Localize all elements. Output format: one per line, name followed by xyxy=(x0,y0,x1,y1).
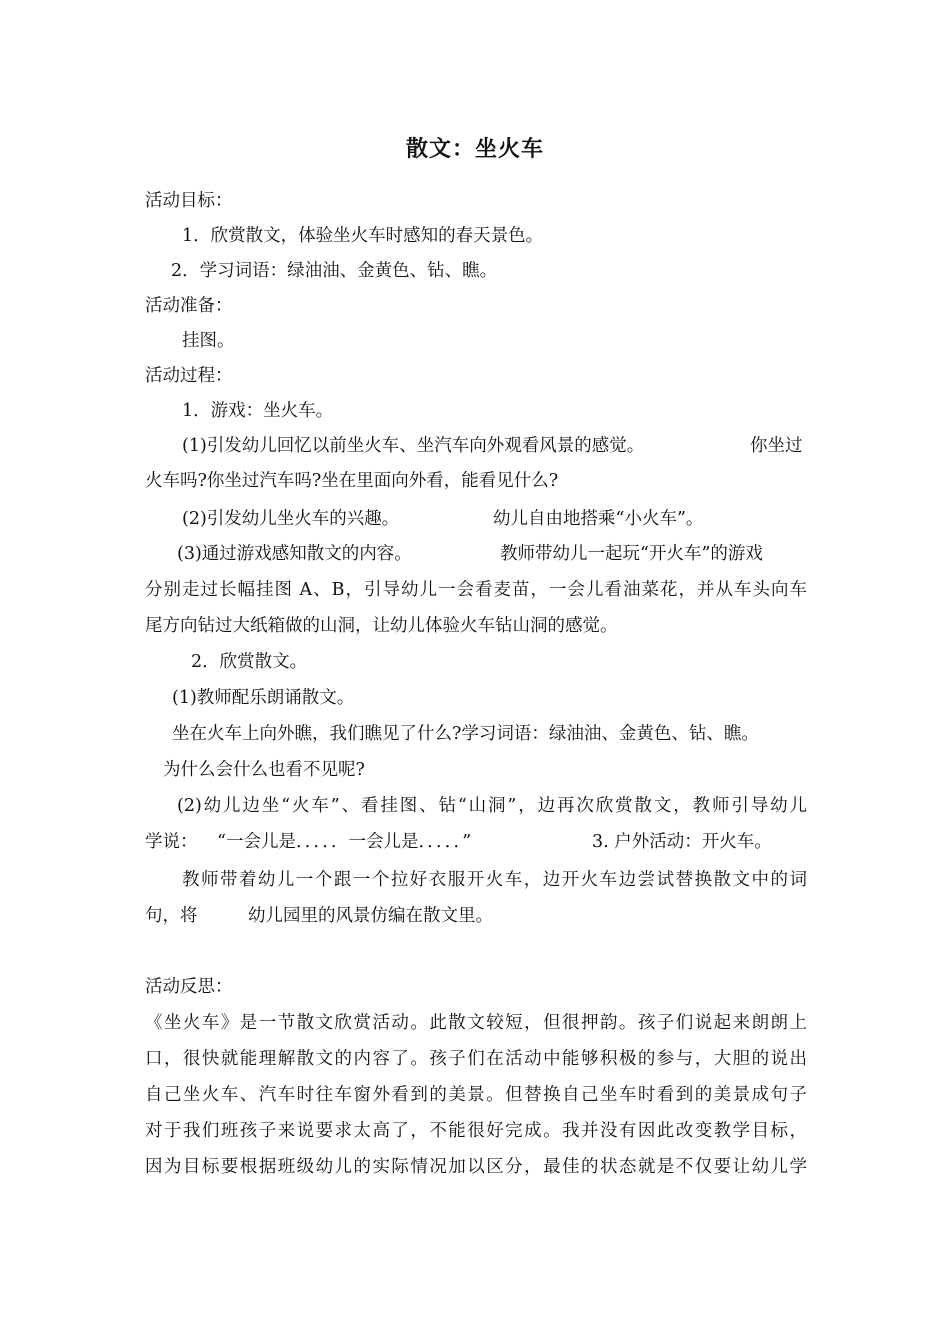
reflection-line-5: 因为目标要根据班级幼儿的实际情况加以区分，最佳的状态就是不仅要让幼儿学 xyxy=(145,1157,807,1177)
step-1-point-1-question: 你坐过 xyxy=(750,436,803,456)
preparation-item: 挂图。 xyxy=(182,331,235,351)
step-3-line-1: 教师带着幼儿一个跟一个拉好衣服开火车，边开火车边尝试替换散文中的词 xyxy=(182,870,807,890)
goal-item-2: 2．学习词语：绿油油、金黄色、钻、瞧。 xyxy=(171,261,498,281)
document-title: 散文：坐火车 xyxy=(405,137,544,162)
step-3-line-2-start: 句，将 xyxy=(145,906,198,926)
reflection-line-4: 对于我们班孩子来说要求太高了，不能很好完成。我并没有因此改变教学目标， xyxy=(145,1121,807,1141)
reflection-line-1: 《坐火车》是一节散文欣赏活动。此散文较短，但很押韵。孩子们说起来朗朗上 xyxy=(145,1013,807,1033)
step-1-point-1-question-cont: 火车吗?你坐过汽车吗?坐在里面向外看，能看见什么? xyxy=(145,471,559,491)
goal-item-1: 1．欣赏散文，体验坐火车时感知的春天景色。 xyxy=(182,226,544,246)
preparation-heading: 活动准备： xyxy=(145,296,233,316)
step-1-point-3-activity: 教师带幼儿一起玩“开火车”的游戏 xyxy=(500,544,763,564)
step-2-point-2-line-1: (2)幼儿边坐“火车”、看挂图、钻“山洞”，边再次欣赏散文，教师引导幼儿 xyxy=(177,796,807,816)
step-1-point-3-text: (3)通过游戏感知散文的内容。 xyxy=(177,544,412,564)
process-heading: 活动过程： xyxy=(145,366,233,386)
step-1-point-2-activity: 幼儿自由地搭乘“小火车”。 xyxy=(493,509,704,529)
step-2-heading: 2．欣赏散文。 xyxy=(191,652,308,672)
reflection-line-3: 自己坐火车、汽车时往车窗外看到的美景。但替换自己坐车时看到的美景成句子 xyxy=(145,1085,807,1105)
step-2-point-2-prompt-label: 学说： xyxy=(145,832,198,852)
step-1-heading: 1．游戏：坐火车。 xyxy=(182,401,334,421)
goals-heading: 活动目标： xyxy=(145,191,233,211)
step-2-point-1-question-2: 为什么会什么也看不见呢? xyxy=(163,760,365,780)
step-3-heading: 3. 户外活动：开火车。 xyxy=(592,832,772,852)
reflection-heading: 活动反思： xyxy=(145,977,233,997)
step-1-point-2-text: (2)引发幼儿坐火车的兴趣。 xyxy=(182,509,400,529)
step-1-point-1-text: (1)引发幼儿回忆以前坐火车、坐汽车向外观看风景的感觉。 xyxy=(182,436,645,456)
step-2-point-2-prompt: “一会儿是．．．．．一会儿是．．．．．” xyxy=(217,832,472,852)
step-1-point-3-line-2: 分别走过长幅挂图 A、B，引导幼儿一会看麦苗，一会儿看油菜花，并从车头向车 xyxy=(145,580,807,600)
step-1-point-3-line-3: 尾方向钻过大纸箱做的山洞，让幼儿体验火车钻山洞的感觉。 xyxy=(145,616,618,636)
reflection-line-2: 口，很快就能理解散文的内容了。孩子们在活动中能够积极的参与，大胆的说出 xyxy=(145,1049,807,1069)
step-2-point-1-question: 坐在火车上向外瞧，我们瞧见了什么?学习词语：绿油油、金黄色、钻、瞧。 xyxy=(172,724,759,744)
step-2-point-1: (1)教师配乐朗诵散文。 xyxy=(172,688,355,708)
step-3-line-2-end: 幼儿园里的风景仿编在散文里。 xyxy=(248,906,493,926)
